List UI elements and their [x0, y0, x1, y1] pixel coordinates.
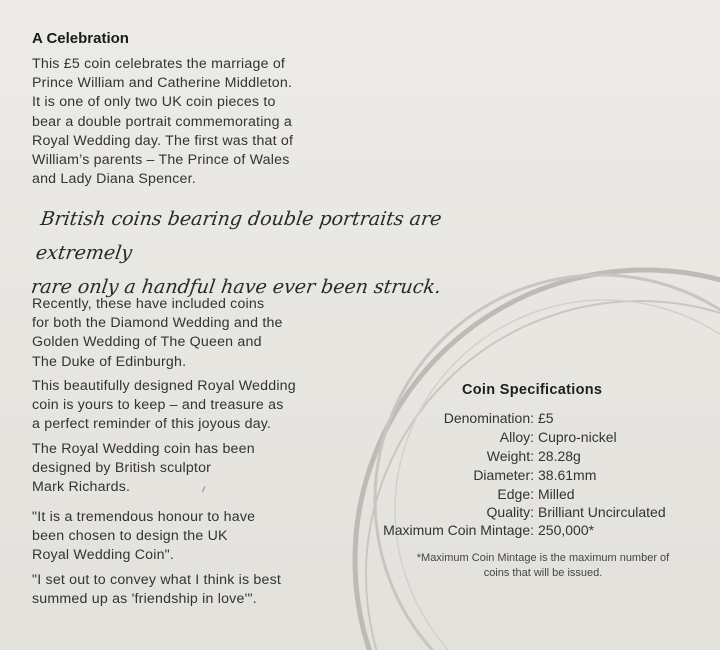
mintage-footnote: *Maximum Coin Mintage is the maximum number of coins that will be issued. — [416, 552, 670, 579]
specs-title: Coin Specifications — [462, 382, 603, 398]
spec-row-edge — [336, 485, 716, 504]
section-heading: A Celebration — [32, 30, 129, 47]
paragraph-recent-coins: Recently, these have included coins for both the Diamond Wedding and the Golden Wedding of The Queen and The Duke of Edinburgh. — [32, 296, 283, 370]
spec-value: 28.28g — [538, 448, 581, 464]
spec-row-mintage — [336, 521, 716, 540]
spec-label: Diameter: — [473, 467, 534, 483]
spec-row-alloy — [336, 428, 716, 447]
spec-value: £5 — [538, 410, 554, 426]
spec-label: Maximum Coin Mintage: — [383, 522, 534, 538]
paragraph-designer-quote-1: "It is a tremendous honour to have been chosen to design the UK Royal Wedding Coin". — [32, 509, 256, 564]
spec-label: Edge: — [497, 486, 534, 502]
spec-value: 38.61mm — [538, 467, 597, 483]
spec-value: Cupro-nickel — [538, 429, 617, 445]
paragraph-designer: The Royal Wedding coin has been designed by British sculptor Mark Richards. — [32, 441, 255, 496]
spec-label: Weight: — [486, 448, 534, 464]
spec-value: Milled — [538, 486, 575, 502]
paragraph-designer-quote-2: "I set out to convey what I think is best summed up as 'friendship in love'". — [32, 572, 282, 608]
spec-row-diameter — [336, 466, 716, 485]
intro-paragraph: This £5 coin celebrates the marriage of Prince William and Catherine Middleton. It is one of only two UK coin pieces to bear a double portrait commemorating a Royal Wedding day. The first was that of William’s parents – The Prince of Wales and Lady Diana Spencer. — [32, 56, 294, 188]
spec-row-quality — [336, 503, 716, 522]
spec-row-denomination — [336, 409, 716, 428]
paragraph-keepsake: This beautifully designed Royal Wedding coin is yours to keep – and treasure as a perfect reminder of this joyous day. — [32, 378, 296, 433]
spec-value: 250,000* — [538, 522, 595, 538]
spec-label: Quality: — [486, 504, 534, 520]
spec-row-weight — [336, 447, 716, 466]
spec-label: Denomination: — [443, 410, 534, 426]
spec-label: Alloy: — [499, 429, 534, 445]
pull-quote: British coins bearing double portraits are extremely rare only a handful have ever been struck. — [29, 208, 443, 298]
spec-value: Brilliant Uncirculated — [538, 504, 666, 520]
